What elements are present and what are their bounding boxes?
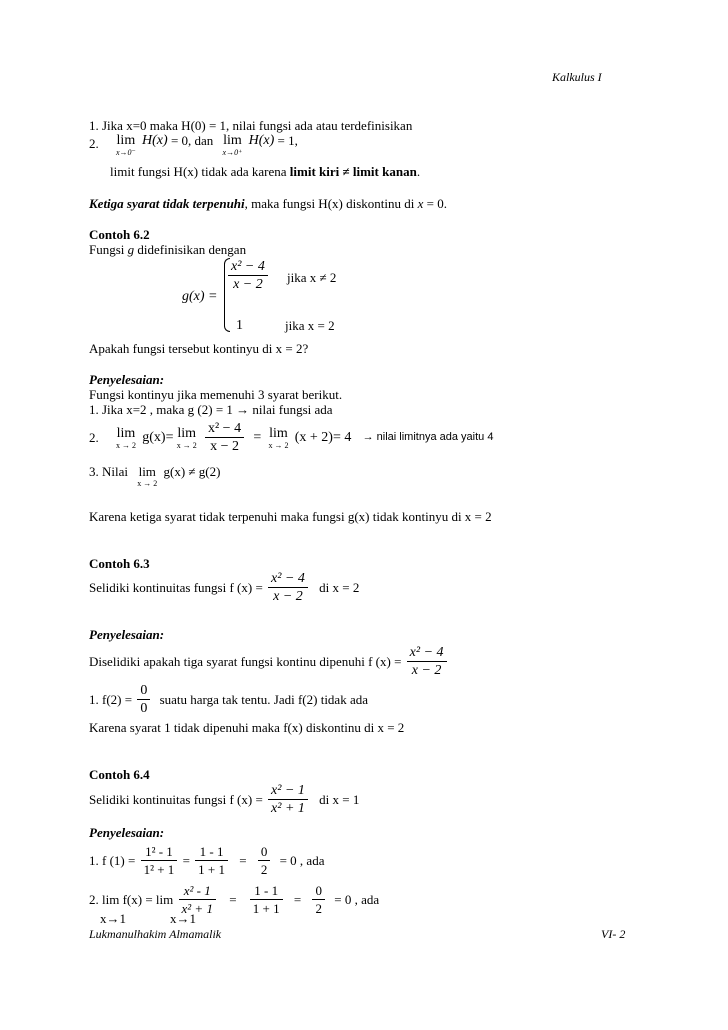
piecewise-case-2-condition: jika x = 2 bbox=[285, 318, 335, 333]
item-1: 1. Jika x=0 maka H(0) = 1, nilai fungsi ada atau terdefinisikan bbox=[89, 118, 413, 133]
example-6-2-question: Apakah fungsi tersebut kontinyu di x = 2? bbox=[89, 341, 309, 356]
example-6-3-title: Contoh 6.3 bbox=[89, 556, 150, 571]
piecewise-g-label: g(x) = bbox=[182, 289, 218, 304]
example-6-4-solution-label: Penyelesaian: bbox=[89, 825, 165, 840]
limit-right: lim x→0⁺ bbox=[222, 133, 243, 157]
example-6-4-step-2: 2. lim f(x) = lim $\frac{\text{x² - 1}}{\text{x² + 1}}$ = $\frac{1 - 1}{1 + 1}$ = $\frac{0}{2}$ = 0 , ada bbox=[89, 883, 380, 916]
example-6-2-definition: Fungsi g didefinisikan dengan bbox=[89, 242, 247, 257]
limit-left: lim x→0⁻ bbox=[116, 133, 136, 157]
example-6-3-check: Diselidiki apakah tiga syarat fungsi kontinu dipenuhi f (x) = $\frac{\text{x² − 4}}{x - 2}$ bbox=[89, 644, 449, 679]
example-6-2-step-1: 1. Jika x=2 , maka g (2) = 1 → nilai fungsi ada bbox=[89, 402, 333, 417]
example-6-3-task: Selidiki kontinuitas fungsi f (x) = $\frac{\text{x² − 4}}{x - 2}$ di x = 2 bbox=[89, 571, 360, 604]
item-2: 2. lim x→0⁻ H(x) = 0, dan lim x→0⁺ H(x) = 1, bbox=[89, 133, 298, 157]
piecewise-case-1-expr: $\frac{\text{x² − 4}}{x - 2}$ bbox=[226, 258, 270, 293]
example-6-4-step-2-subscripts: x→1 x→1 bbox=[100, 911, 196, 926]
running-header: Kalkulus I bbox=[552, 70, 602, 84]
example-6-3-conclusion: Karena syarat 1 tidak dipenuhi maka f(x) diskontinu di x = 2 bbox=[89, 720, 405, 735]
footer-author: Lukmanulhakim Almamalik bbox=[89, 927, 222, 941]
piecewise-case-1-condition: jika x ≠ 2 bbox=[287, 270, 337, 285]
example-6-2-solution-intro: Fungsi kontinyu jika memenuhi 3 syarat berikut. bbox=[89, 387, 343, 402]
piecewise-case-2-value: 1 bbox=[236, 318, 243, 333]
example-6-4-task: Selidiki kontinuitas fungsi f (x) = $\frac{\text{x² − 1}}{\text{x² + 1}}$ di x = 1 bbox=[89, 783, 360, 816]
item-2-number: 2. bbox=[89, 135, 99, 151]
example-6-4-title: Contoh 6.4 bbox=[89, 767, 150, 782]
example-6-2-step-2: 2. lim x → 2 g(x)= lim x → 2 $\frac{\text{x² − 4}}{x - 2}$ = lim x → 2 (x + 2)= 4 → nilai limitnya ada yaitu 4 bbox=[89, 421, 494, 454]
intro-conclusion: Ketiga syarat tidak terpenuhi, maka fungsi H(x) diskontinu di x = 0. bbox=[89, 196, 447, 211]
example-6-2-solution-label: Penyelesaian: bbox=[89, 372, 165, 387]
example-6-2-step-3: 3. Nilai lim x → 2 g(x) ≠ g(2) bbox=[89, 464, 221, 488]
example-6-2-title: Contoh 6.2 bbox=[89, 227, 150, 242]
H-expression: H(x) bbox=[142, 133, 168, 148]
example-6-3-solution-label: Penyelesaian: bbox=[89, 627, 165, 642]
example-6-2-conclusion: Karena ketiga syarat tidak terpenuhi maka fungsi g(x) tidak kontinyu di x = 2 bbox=[89, 509, 492, 524]
item-2-explanation: limit fungsi H(x) tidak ada karena limit kiri ≠ limit kanan. bbox=[110, 164, 421, 179]
example-6-3-step-1: 1. f(2) = $\frac{0}{0}$ suatu harga tak tentu. Jadi f(2) tidak ada bbox=[89, 683, 368, 716]
example-6-4-step-1: 1. f (1) = $\frac{\text{1² - 1}}{\text{1² + 1}}$ = $\frac{1 - 1}{1 + 1}$ = $\frac{0}{2}$ = 0 , ada bbox=[89, 844, 325, 877]
footer-page-number: VI- 2 bbox=[601, 927, 626, 941]
